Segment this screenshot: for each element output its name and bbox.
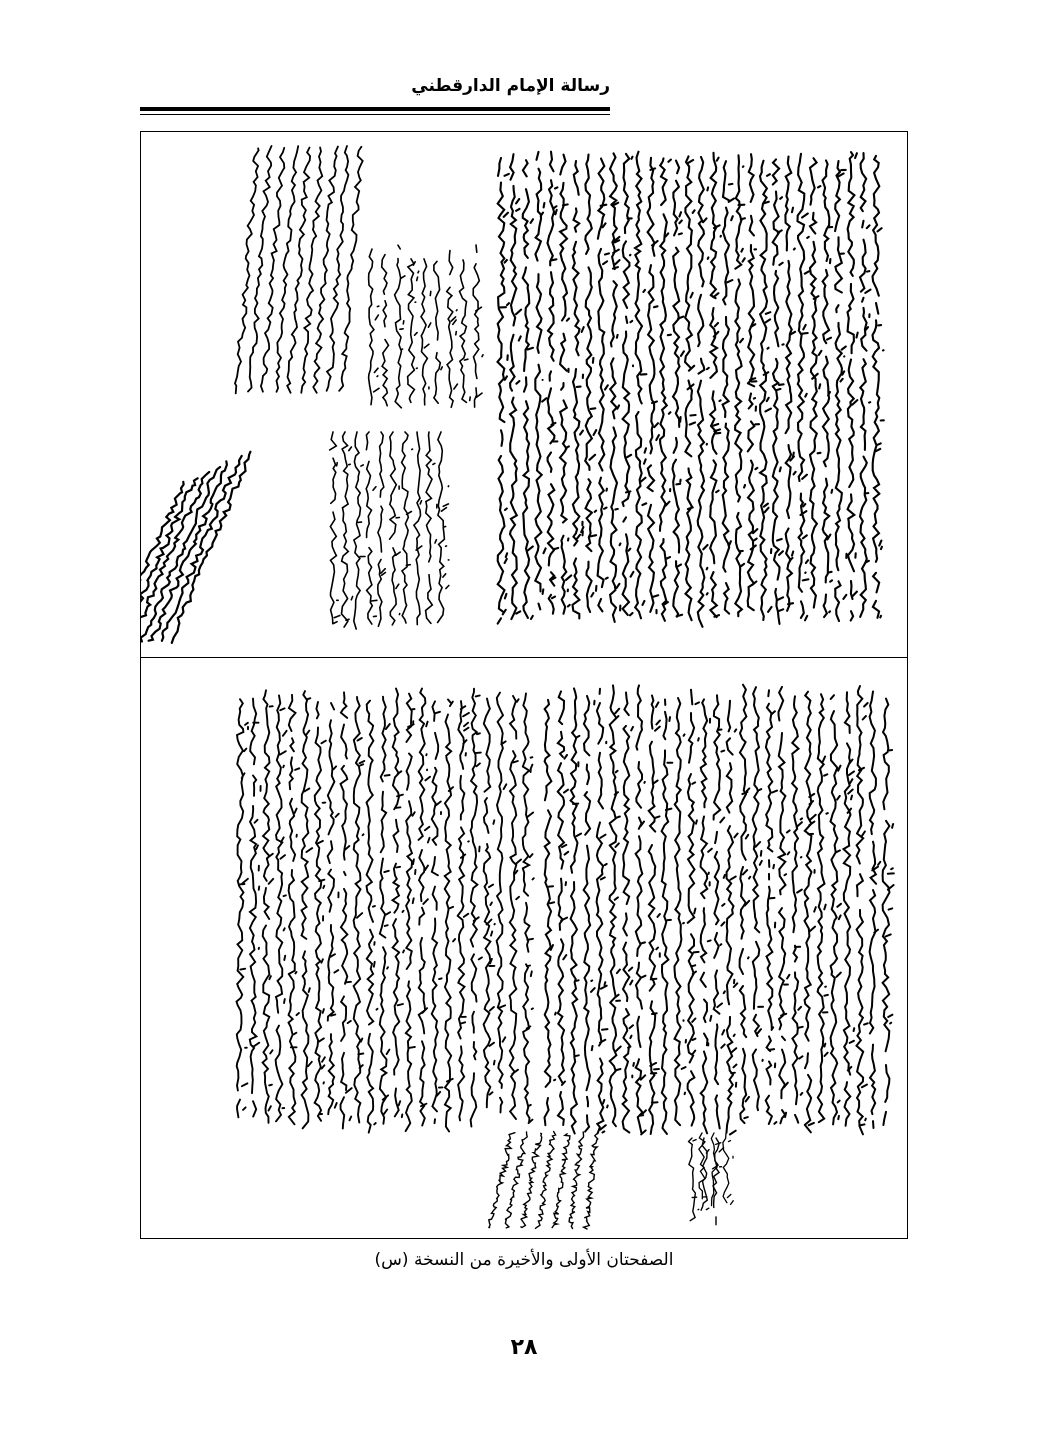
script-line xyxy=(766,690,777,1132)
script-line xyxy=(354,432,365,629)
script-line xyxy=(792,696,803,1122)
script-line xyxy=(623,154,634,615)
figure-caption: الصفحتان الأولى والأخيرة من النسخة (س) xyxy=(374,1250,674,1270)
script-line xyxy=(818,694,828,1122)
script-line xyxy=(390,432,401,625)
script-line xyxy=(378,432,386,626)
script-line xyxy=(419,689,431,1126)
script-line xyxy=(414,432,422,625)
script-line xyxy=(289,695,300,1125)
script-line xyxy=(805,692,816,1133)
script-line xyxy=(558,691,569,1125)
script-line xyxy=(523,160,533,619)
script-line xyxy=(523,693,534,1127)
script-line xyxy=(760,161,772,620)
page-number: ٢٨ xyxy=(510,1335,538,1360)
script-line xyxy=(235,148,259,393)
script-line xyxy=(510,696,521,1119)
script-line xyxy=(395,245,405,408)
script-line xyxy=(339,147,363,391)
script-line xyxy=(823,161,833,618)
script-line xyxy=(723,1133,733,1204)
script-line xyxy=(773,159,784,624)
script-line xyxy=(584,1133,598,1229)
script-line xyxy=(610,153,620,622)
script-line xyxy=(835,161,846,621)
script-line xyxy=(714,695,725,1128)
script-line xyxy=(250,699,261,1117)
script-line xyxy=(447,251,458,408)
script-line xyxy=(237,699,249,1117)
script-line xyxy=(748,154,759,610)
script-line xyxy=(382,255,389,416)
script-line xyxy=(432,701,443,1123)
script-line xyxy=(779,687,790,1133)
script-line xyxy=(263,690,274,1123)
script-line xyxy=(636,685,646,1134)
manuscript-last-leaf xyxy=(141,658,907,1238)
script-line xyxy=(685,156,696,620)
script-line xyxy=(498,158,510,624)
script-line xyxy=(473,245,483,407)
script-line xyxy=(393,689,405,1127)
script-line xyxy=(727,701,738,1135)
script-line xyxy=(585,155,596,612)
script-line xyxy=(753,687,763,1123)
script-line xyxy=(649,696,660,1135)
script-line xyxy=(873,156,884,618)
script-line xyxy=(471,689,482,1127)
script-line xyxy=(367,701,378,1133)
script-line xyxy=(421,259,431,405)
script-line xyxy=(497,693,507,1113)
script-line xyxy=(831,695,842,1124)
script-line xyxy=(406,694,416,1132)
script-line xyxy=(458,701,469,1120)
script-line xyxy=(369,249,379,405)
script-line xyxy=(261,148,284,392)
script-line xyxy=(330,432,340,624)
running-head: رسالة الإمام الدارقطني xyxy=(411,76,610,96)
script-line xyxy=(844,692,855,1126)
script-line xyxy=(689,1138,699,1221)
script-line xyxy=(328,703,339,1114)
script-line xyxy=(857,686,868,1134)
script-line xyxy=(610,685,621,1139)
script-line xyxy=(571,688,581,1133)
script-line xyxy=(698,157,709,627)
script-line xyxy=(434,261,442,403)
script-line xyxy=(701,699,712,1133)
script-line xyxy=(573,161,584,619)
script-line xyxy=(536,1132,556,1229)
script-line xyxy=(648,158,659,614)
manuscript-first-leaf-image xyxy=(141,132,907,657)
script-line xyxy=(560,155,571,614)
header-rule-thick xyxy=(140,107,610,111)
script-line xyxy=(460,260,471,402)
script-line xyxy=(785,157,795,611)
script-line xyxy=(552,1134,570,1228)
script-line xyxy=(276,695,287,1121)
script-line xyxy=(798,154,809,621)
script-line xyxy=(426,432,437,623)
script-line xyxy=(302,691,313,1128)
script-line xyxy=(438,432,449,623)
script-line xyxy=(408,259,419,403)
script-line xyxy=(735,155,745,616)
script-line xyxy=(149,461,227,640)
manuscript-plate xyxy=(140,131,908,1239)
manuscript-last-leaf-image xyxy=(141,658,907,1238)
script-line xyxy=(484,699,495,1117)
script-line xyxy=(688,690,699,1126)
script-line xyxy=(723,161,734,613)
script-line xyxy=(870,692,881,1129)
script-line xyxy=(848,152,858,620)
script-line xyxy=(341,692,352,1128)
script-line xyxy=(598,159,609,612)
script-line xyxy=(380,697,390,1124)
script-line xyxy=(402,432,413,623)
header-rule-thin xyxy=(140,114,610,115)
script-line xyxy=(584,696,595,1143)
script-line xyxy=(701,1138,709,1221)
script-line xyxy=(342,432,353,627)
manuscript-first-leaf xyxy=(141,132,907,657)
script-line xyxy=(277,146,299,392)
script-line xyxy=(354,697,365,1123)
script-line xyxy=(810,158,821,607)
script-line xyxy=(548,152,559,614)
script-line xyxy=(675,698,687,1125)
script-line xyxy=(248,146,272,392)
script-line xyxy=(521,1133,542,1227)
script-line xyxy=(366,432,377,624)
script-line xyxy=(535,152,546,610)
script-line xyxy=(569,1132,584,1229)
script-line xyxy=(673,161,684,617)
script-line xyxy=(315,702,326,1121)
script-line xyxy=(883,699,894,1125)
script-line xyxy=(740,685,751,1123)
script-line xyxy=(545,700,556,1125)
script-line xyxy=(597,689,608,1134)
script-line xyxy=(445,700,455,1132)
script-line xyxy=(662,700,673,1134)
script-line xyxy=(635,152,646,619)
script-line xyxy=(623,693,634,1133)
script-line xyxy=(141,478,198,642)
script-line xyxy=(660,158,671,620)
script-line xyxy=(710,153,721,617)
script-line xyxy=(860,153,871,617)
script-line xyxy=(510,154,521,619)
